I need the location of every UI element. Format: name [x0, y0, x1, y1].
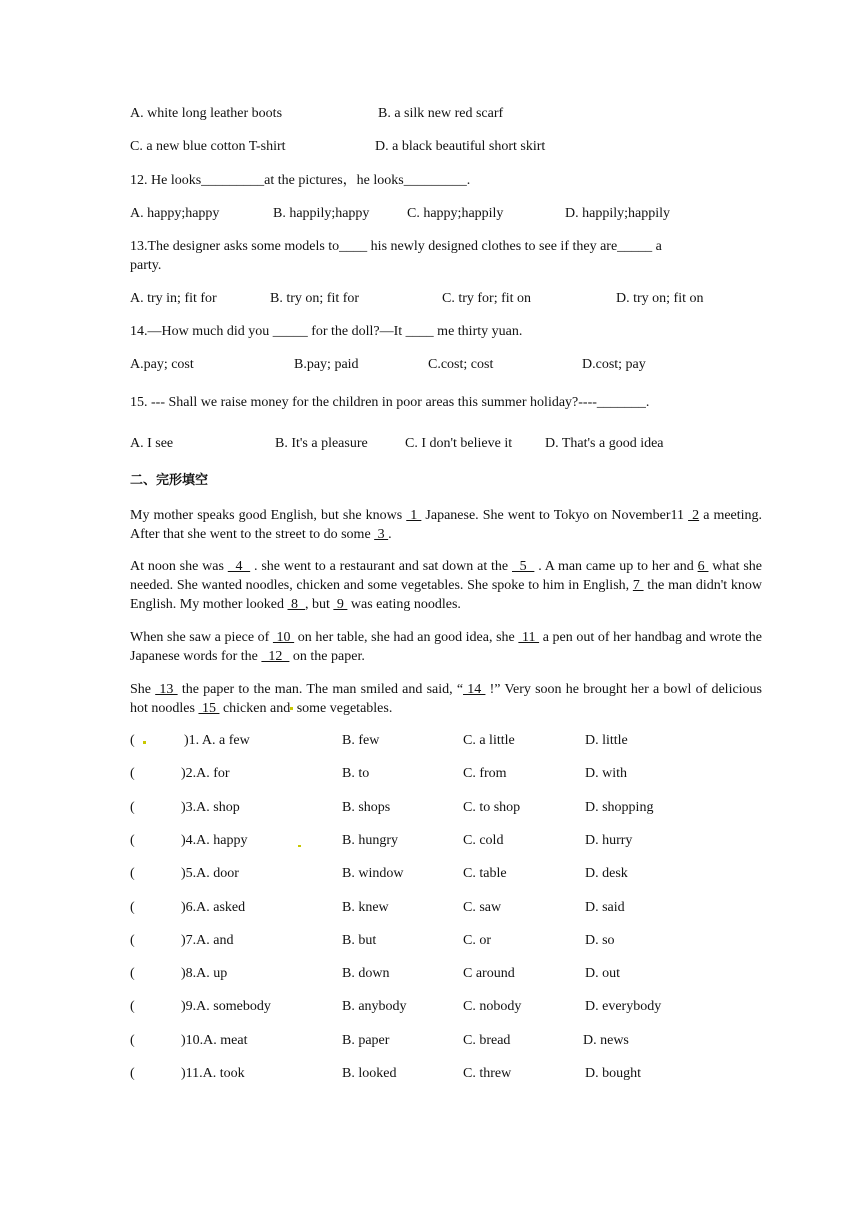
- passage-text: what she needed. She wanted noodles, chicken and some vegetables. She spoke to him in English,: [130, 559, 763, 593]
- choice-option-a: )1. A. a few: [184, 733, 250, 748]
- choice-option-b: B. but: [342, 933, 377, 948]
- blank-15: 15: [198, 701, 220, 716]
- choice-option-d: D. so: [585, 933, 615, 948]
- q13-option-b: B. try on; fit for: [270, 291, 360, 306]
- answer-paren: (: [130, 1033, 135, 1048]
- blank-5: 5: [512, 559, 535, 574]
- marker-dot: [143, 741, 146, 744]
- passage-text: At noon she was: [130, 559, 224, 574]
- q15-option-a: A. I see: [130, 436, 174, 451]
- answer-paren: (: [130, 933, 135, 948]
- passage-text: . she went to a restaurant and sat down at the: [254, 559, 509, 574]
- q11-option-b: B. a silk new red scarf: [378, 106, 504, 121]
- passage-text: !” Very soon he brought her a bowl of delicious hot noodles: [130, 682, 763, 716]
- blank-13: 13: [155, 682, 178, 697]
- choice-option-c: C. cold: [463, 833, 504, 848]
- choice-option-a: )3.A. shop: [181, 800, 240, 815]
- choice-option-a: )8.A. up: [181, 966, 228, 981]
- passage-text: When she saw a piece of: [130, 630, 270, 645]
- choice-option-d: D. everybody: [585, 999, 662, 1014]
- blank-14: 14: [463, 682, 486, 697]
- choice-option-d: D. desk: [585, 866, 628, 881]
- choice-option-b: B. to: [342, 766, 370, 781]
- q14-option-b: B.pay; paid: [294, 357, 359, 372]
- answer-paren: (: [130, 766, 135, 781]
- choice-option-a: )5.A. door: [181, 866, 239, 881]
- answer-paren: (: [130, 866, 135, 881]
- answer-paren: (: [130, 1066, 135, 1081]
- choice-option-c: C. bread: [463, 1033, 511, 1048]
- q14-stem: 14.—How much did you _____ for the doll?—It ____ me thirty yuan.: [130, 324, 523, 339]
- choice-option-b: B. few: [342, 733, 380, 748]
- answer-paren: (: [130, 966, 135, 981]
- answer-paren: (: [130, 800, 135, 815]
- passage-text: the man didn't know English. My mother looked: [130, 578, 762, 612]
- choice-option-a: )11.A. took: [181, 1066, 245, 1081]
- passage-text: on her table, she had an good idea, she: [297, 630, 515, 645]
- blank-6: 6: [697, 559, 709, 574]
- choice-option-c: C. to shop: [463, 800, 521, 815]
- q11-option-c: C. a new blue cotton T-shirt: [130, 139, 286, 154]
- blank-3: 3: [374, 527, 389, 542]
- choice-option-a: )6.A. asked: [181, 900, 246, 915]
- choice-option-d: D. with: [585, 766, 627, 781]
- choice-option-d: D. news: [583, 1033, 629, 1048]
- choice-option-b: B. down: [342, 966, 390, 981]
- q15-option-b: B. It's a pleasure: [275, 436, 368, 451]
- section-title: 二、完形填空: [130, 473, 209, 488]
- blank-9: 9: [333, 597, 348, 612]
- choice-option-b: B. anybody: [342, 999, 407, 1014]
- blank-4: 4: [227, 559, 251, 574]
- answer-paren: (: [130, 833, 135, 848]
- passage-paragraph-1: [130, 506, 762, 544]
- blank-8: 8: [287, 597, 305, 612]
- choice-option-b: B. looked: [342, 1066, 397, 1081]
- choice-option-d: D. out: [585, 966, 620, 981]
- q13-option-d: D. try on; fit on: [616, 291, 704, 306]
- q12-stem: 12. He looks_________at the pictures，he looks_________.: [130, 173, 471, 188]
- choice-option-c: C. or: [463, 933, 491, 948]
- passage-text: on the paper.: [292, 649, 365, 664]
- passage-text: My mother speaks good English, but she knows: [130, 508, 403, 523]
- passage-text: .: [388, 527, 392, 542]
- q12-option-d: D. happily;happily: [565, 206, 670, 221]
- choice-option-c: C around: [463, 966, 515, 981]
- q13-option-c: C. try for; fit on: [442, 291, 532, 306]
- blank-11: 11: [518, 630, 540, 645]
- q12-option-a: A. happy;happy: [130, 206, 220, 221]
- q13-stem-line1: 13.The designer asks some models to____ his newly designed clothes to see if they are_____ a: [130, 239, 662, 254]
- choice-option-b: B. paper: [342, 1033, 390, 1048]
- answer-paren: (: [130, 733, 135, 748]
- choice-option-c: C. nobody: [463, 999, 522, 1014]
- choice-option-a: )7.A. and: [181, 933, 234, 948]
- passage-paragraph-3: [130, 628, 762, 666]
- choice-option-c: C. table: [463, 866, 507, 881]
- passage-text: a meeting. After that she went to the street to do some: [130, 508, 763, 542]
- choice-option-b: B. shops: [342, 800, 391, 815]
- passage-text: chicken and: [222, 701, 291, 716]
- choice-option-a: )10.A. meat: [181, 1033, 248, 1048]
- choice-option-a: )9.A. somebody: [181, 999, 271, 1014]
- q12-option-b: B. happily;happy: [273, 206, 370, 221]
- q15-option-c: C. I don't believe it: [405, 436, 513, 451]
- blank-10: 10: [272, 630, 295, 645]
- q13-stem-line2: party.: [130, 258, 162, 273]
- choice-option-b: B. hungry: [342, 833, 398, 848]
- choice-option-c: C. threw: [463, 1066, 512, 1081]
- marker-dot: [298, 845, 301, 847]
- q11-option-d: D. a black beautiful short skirt: [375, 139, 546, 154]
- choice-option-a: )2.A. for: [181, 766, 230, 781]
- choice-option-c: C. from: [463, 766, 507, 781]
- passage-paragraph-4: [130, 680, 762, 718]
- choice-option-d: D. said: [585, 900, 625, 915]
- passage-paragraph-2: [130, 557, 762, 614]
- choice-option-c: C. saw: [463, 900, 502, 915]
- answer-paren: (: [130, 900, 135, 915]
- choice-option-a: )4.A. happy: [181, 833, 248, 848]
- q15-option-d: D. That's a good idea: [545, 436, 664, 451]
- passage-text: some vegetables.: [296, 701, 393, 716]
- q12-option-c: C. happy;happily: [407, 206, 504, 221]
- q14-option-d: D.cost; pay: [582, 357, 646, 372]
- passage-text: Japanese. She went to Tokyo on November11: [425, 508, 684, 523]
- passage-text: , but: [305, 597, 330, 612]
- q14-option-a: A.pay; cost: [130, 357, 194, 372]
- choice-option-b: B. window: [342, 866, 404, 881]
- choice-option-b: B. knew: [342, 900, 389, 915]
- q13-option-a: A. try in; fit for: [130, 291, 217, 306]
- marker-dot: [290, 707, 293, 710]
- passage-text: a pen out of her handbag and wrote the Japanese words for the: [130, 630, 763, 664]
- blank-2: 2: [688, 508, 700, 523]
- passage-text: was eating noodles.: [350, 597, 461, 612]
- blank-7: 7: [632, 578, 644, 593]
- passage-text: . A man came up to her and: [538, 559, 694, 574]
- answer-paren: (: [130, 999, 135, 1014]
- q11-option-a: A. white long leather boots: [130, 106, 283, 121]
- blank-12: 12: [261, 649, 290, 664]
- passage-text: the paper to the man. The man smiled and said, “: [181, 682, 464, 697]
- q15-stem: 15. --- Shall we raise money for the children in poor areas this summer holiday?----_______.: [130, 395, 650, 410]
- choice-option-d: D. hurry: [585, 833, 633, 848]
- passage-text: She: [130, 682, 151, 697]
- blank-1: 1: [406, 508, 422, 523]
- choice-option-d: D. little: [585, 733, 628, 748]
- choice-option-c: C. a little: [463, 733, 515, 748]
- choice-option-d: D. bought: [585, 1066, 641, 1081]
- choice-option-d: D. shopping: [585, 800, 654, 815]
- q14-option-c: C.cost; cost: [428, 357, 494, 372]
